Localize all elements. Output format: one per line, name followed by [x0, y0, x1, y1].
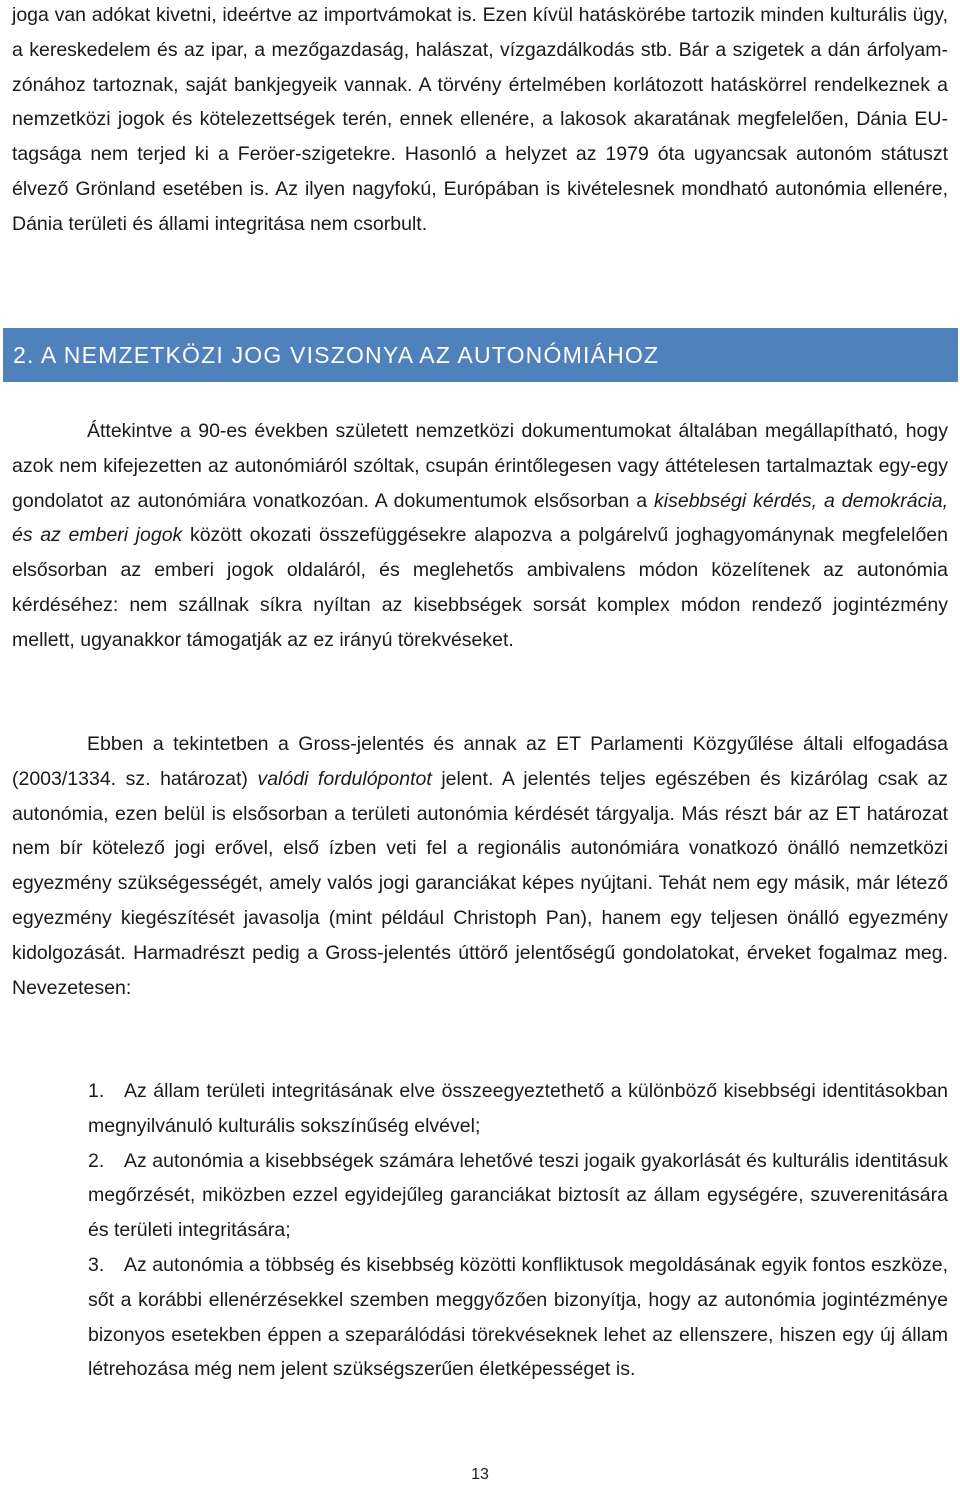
- numbered-list: [88, 1074, 948, 1387]
- list-item-text: Az állam területi integritásának elve összeegyeztethető a különböző kisebbségi identitásokban megnyilvánuló kulturális sokszínűség elvével;: [88, 1080, 948, 1137]
- section-heading: 2. A NEMZETKÖZI JOG VISZONYA AZ AUTONÓMIÁHOZ: [3, 328, 958, 382]
- paragraph-2-italic: kisebbségi kérdés, a demokrácia, és az emberi jogok: [12, 489, 948, 547]
- list-item: [88, 1144, 948, 1248]
- list-item-text: Az autonómia a kisebbségek számára lehetővé teszi jogaik gyakorlását és kulturális identitásuk megőrzését, miközben ezzel egyidejűleg garanciákat biztosít az állam egységére, szuverenitására és területi integritására;: [88, 1149, 948, 1242]
- list-item-number: 2.: [88, 1149, 105, 1172]
- page-number: 13: [471, 1466, 489, 1483]
- paragraph-international-documents: [12, 414, 948, 658]
- paragraph-gross-report: [12, 727, 948, 1005]
- list-item: [88, 1248, 948, 1387]
- paragraph-intro: joga van adókat kivetni, ideértve az importvámokat is. Ezen kívül hatáskörébe tartozik minden kulturális ügy, a kereskedelem és az ipar, a mezőgazdaság, halászat, vízgazdálkodás stb. Bár a szigetek a dán árfolyam-zónához tartoznak, saját bankjegyeik vannak. A törvény értelmében korlátozott hatáskörrel rendelkeznek a nemzetközi jogok és kötelezettségek terén, ennek ellenére, a lakosok akaratának megfelelően, Dánia EU-tagsága nem terjed ki a Feröer-szigetekre. Hasonló a helyzet az 1979 óta ugyancsak autonóm státuszt élvező Grönland esetében is. Az ilyen nagyfokú, Európában is kivételesnek mondható autonómia ellenére, Dánia területi és állami integritása nem csorbult.: [12, 4, 948, 235]
- list-item-text: Az autonómia a többség és kisebbség közötti konfliktusok megoldásának egyik fontos eszköze, sőt a korábbi ellenérzésekkel szemben meggyőzően bizonyítja, hogy az autonómia jogintézménye bizonyos esetekben éppen a szeparálódási törekvéseknek lehet az ellenszere, hiszen egy új állam létrehozása még nem jelent szükségszerűen életképességet is.: [88, 1253, 948, 1381]
- paragraph-3-text-2: jelent. A jelentés teljes egészében és kizárólag csak az autonómia, ezen belül is elsősorban a területi autonómia kérdését tárgyalja. Más részt bár az ET határozat nem bír kötelező jogi erővel, első ízben veti fel a regionális autonómiára vonatkozó önálló nemzetközi egyezmény szükségességét, amely valós jogi garanciákat képes nyújtani. Tehát nem egy másik, már létező egyezmény kiegészítését javasolja (mint például Christoph Pan), hanem egy teljesen önálló egyezmény kidolgozását. Harmadrészt pedig a Gross-jelentés úttörő jelentőségű gondolatokat, érveket fogalmaz meg. Nevezetesen:: [12, 767, 949, 999]
- list-item-number: 3.: [88, 1253, 105, 1276]
- paragraph-2-text-2: között okozati összefüggésekre alapozva a polgárelvű joghagyománynak megfelelően elsősorban az emberi jogok oldaláról, és meglehetős ambivalens módon közelítenek az autonómia kérdéséhez: nem szállnak síkra nyíltan az kisebbségek sorsát komplex módon rendező jogintézmény mellett, ugyanakkor támogatják az ez irányú törekvéseket.: [12, 524, 948, 651]
- paragraph-2-text-1: Áttekintve a 90-es években született nemzetközi dokumentumokat általában megállapítható, hogy azok nem kifejezetten az autonómiáról szóltak, csupán érintőlegesen vagy áttételesen tartalmaztak egy-egy gondolatot az autonómiára vonatkozóan. A dokumentumok elsősorban a: [12, 420, 948, 512]
- list-item-number: 1.: [88, 1080, 105, 1102]
- paragraph-3-text-1: Ebben a tekintetben a Gross-jelentés és annak az ET Parlamenti Közgyűlése általi elfogadása (2003/1334. sz. határozat): [12, 733, 948, 790]
- paragraph-3-italic: valódi fordulópontot: [257, 767, 432, 790]
- list-item: [88, 1074, 948, 1144]
